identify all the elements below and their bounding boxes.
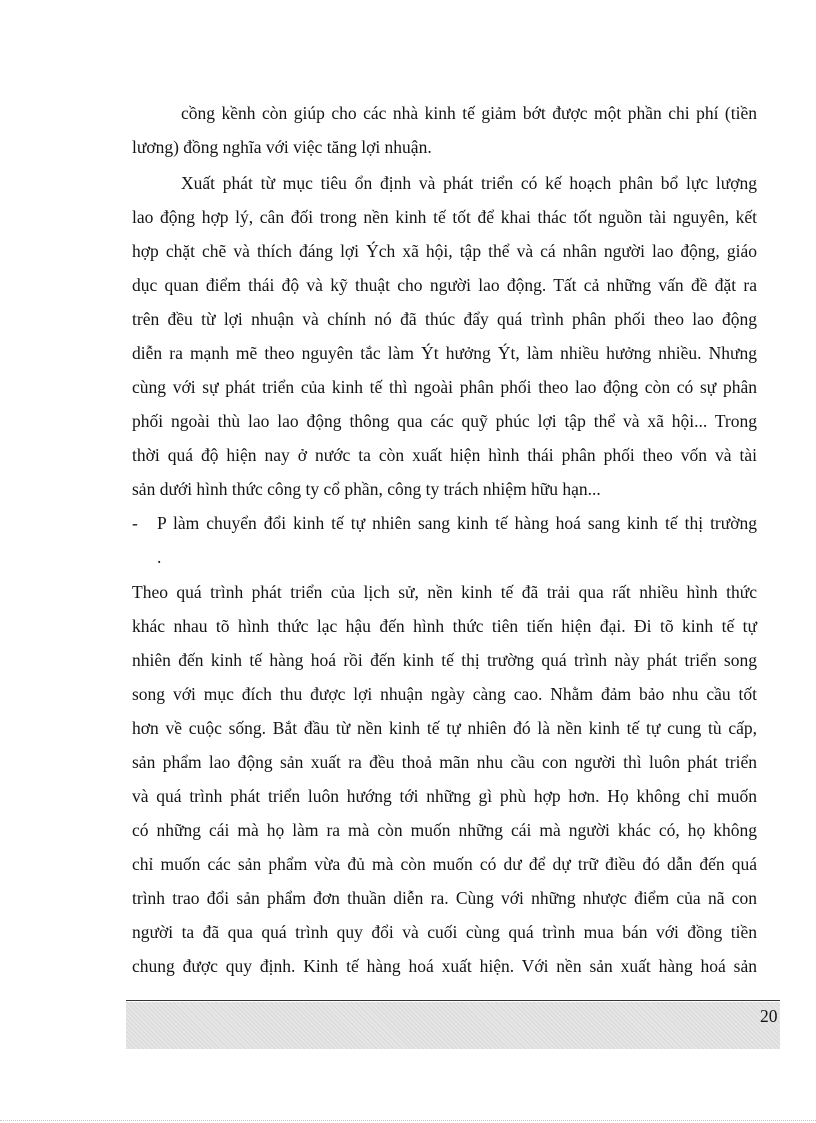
text-line: chỉ muốn các sản phẩm vừa đủ mà còn muốn có dư để dự trữ điều đó dẫn đến quá (132, 854, 757, 874)
text-line: song với mục đích thu được lợi nhuận ngày càng cao. Nhằm đảm bảo nhu cầu tốt (132, 684, 757, 704)
text-line: có những cái mà họ làm ra mà còn muốn những cái mà người khác có, họ không (132, 820, 757, 840)
text-line: chung được quy định. Kinh tế hàng hoá xuất hiện. Với nền sản xuất hàng hoá sản (132, 956, 757, 976)
footer-divider (126, 1000, 780, 1001)
text-line: trình trao đổi sản phẩm đơn thuần diễn ra. Cùng với những nhược điểm của nã con (132, 888, 757, 908)
text-line: cồng kềnh còn giúp cho các nhà kinh tế giảm bớt được một phần chi phí (tiền (181, 103, 757, 123)
text-line: khác nhau tõ hình thức lạc hậu đến hình thức tiên tiến hiện đại. Đi tõ kinh tế tự (132, 616, 757, 636)
heading-line: P làm chuyển đổi kinh tế tự nhiên sang kinh tế hàng hoá sang kinh tế thị trường (157, 513, 757, 533)
text-line: . (157, 547, 162, 567)
text-line: trên đều từ lợi nhuận và chính nó đã thúc đẩy quá trình phân phối theo lao động (132, 309, 757, 329)
footer-band (126, 1002, 780, 1049)
text-line: diễn ra mạnh mẽ theo nguyên tắc làm Ýt hưởng Ýt, làm nhiều hưởng nhiều. Nhưng (132, 343, 757, 363)
text-line: cùng với sự phát triển của kinh tế thì ngoài phân phối theo lao động còn có sự phân (132, 377, 757, 397)
text-line: lao động hợp lý, cân đối trong nền kinh tế tốt để khai thác tốt nguồn tài nguyên, kết (132, 207, 757, 227)
text-line: dục quan điểm thái độ và kỹ thuật cho người lao động. Tất cả những vấn đề đặt ra (132, 275, 757, 295)
page-number: 20 (760, 1006, 778, 1026)
text-line: hợp chặt chẽ và thích đáng lợi Ých xã hội, tập thể và cá nhân người lao động, giáo (132, 241, 757, 261)
text-line: sản dưới hình thức công ty cổ phần, công ty trách nhiệm hữu hạn... (132, 479, 601, 499)
page-bottom-edge (0, 1120, 816, 1121)
text-line: lương) đồng nghĩa với việc tăng lợi nhuận. (132, 137, 432, 157)
text-line: và quá trình phát triển luôn hướng tới những gì phù hợp hơn. Họ không chỉ muốn (132, 786, 757, 806)
text-line: nhiên đến kinh tế hàng hoá rồi đến kinh tế thị trường quá trình này phát triển song (132, 650, 757, 670)
text-line: sản phẩm lao động sản xuất ra đều thoả mãn nhu cầu con người thì luôn phát triển (132, 752, 757, 772)
text-line: Xuất phát từ mục tiêu ổn định và phát triển có kế hoạch phân bổ lực lượng (181, 173, 757, 193)
text-line: phối ngoài thù lao lao động thông qua các quỹ phúc lợi tập thể và xã hội... Trong (132, 411, 757, 431)
text-line: hơn về cuộc sống. Bắt đầu từ nền kinh tế tự nhiên đó là nền kinh tế tự cung tù cấp, (132, 718, 757, 738)
bullet-dash: - (132, 513, 138, 533)
text-line: thời quá độ hiện nay ở nước ta còn xuất hiện hình thái phân phối theo vốn và tài (132, 445, 757, 465)
text-line: Theo quá trình phát triển của lịch sử, nền kinh tế đã trải qua rất nhiều hình thức (132, 582, 757, 602)
text-line: người ta đã qua quá trình quy đổi và cuối cùng quá trình mua bán với đồng tiền (132, 922, 757, 942)
